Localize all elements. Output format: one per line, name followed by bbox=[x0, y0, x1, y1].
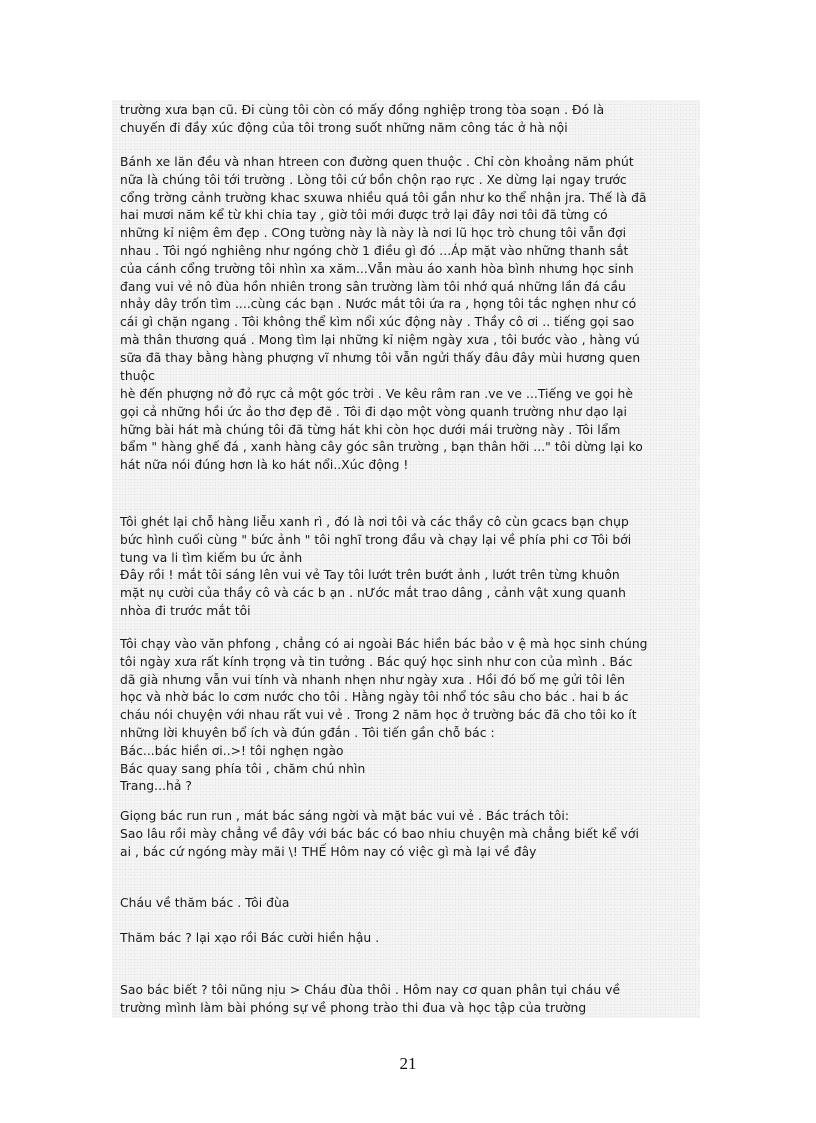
text-line: mà thân thương quá . Mong tìm lại những kỉ niệm ngày xưa , tôi bước vào , hàng vú bbox=[120, 332, 640, 347]
text-line: nhau . Tôi ngó nghiêng như ngóng chờ 1 điều gì đó ...Áp mặt vào những thanh sắt bbox=[120, 243, 629, 258]
text-line: thuộc bbox=[120, 368, 155, 383]
text-line: nhảy dây trốn tìm ....cùng các bạn . Nước mắt tôi ứa ra , họng tôi tắc nghẹn như có bbox=[120, 297, 637, 312]
text-line: Tôi chạy vào văn phfong , chẳng có ai ngoài Bác hiền bác bảo v ệ mà học sinh chúng bbox=[120, 637, 648, 651]
paragraph bbox=[120, 808, 700, 861]
paragraph bbox=[120, 514, 700, 621]
text-line: Thăm bác ? lại xạo rồi Bác cười hiền hậu . bbox=[120, 931, 380, 945]
text-line: Trang...hả ? bbox=[120, 779, 192, 794]
text-line: hững bài hát mà chúng tôi đã từng hát khi còn học dưới mái trường này . Tôi lẩm bbox=[120, 422, 621, 437]
text-line: dã già nhưng vẫn vui tính và nhanh nhẹn như ngày xưa . Hồi đó bố mẹ gửi tôi lên bbox=[120, 672, 625, 687]
text-line: Bác quay sang phía tôi , chăm chú nhìn bbox=[120, 761, 366, 776]
text-line: Sao lâu rồi mày chẳng về đây với bác bác có bao nhiu chuyện mà chẳng biết kể với bbox=[120, 826, 639, 841]
text-line: tôi ngày xưa rất kính trọng và tin tưởng . Bác quý học sinh như con của mình . Bác bbox=[120, 654, 633, 669]
text-line: hai mươi năm kể từ khi chia tay , giờ tôi mới được trở lại đây nơi tôi đã từng có bbox=[120, 208, 608, 223]
text-line: nữa là chúng tôi tới trường . Lòng tôi cứ bồn chộn rạo rực . Xe dừng lại ngay trước bbox=[120, 172, 627, 187]
paragraph bbox=[120, 102, 700, 138]
text-line: nhòa đi trước mắt tôi bbox=[120, 603, 251, 618]
text-line: Bác...bác hiền ơi..>! tôi nghẹn ngào bbox=[120, 743, 344, 758]
text-line: những lời khuyên bổ ích và đún gđắn . Tôi tiến gần chỗ bác : bbox=[120, 725, 495, 740]
text-line: Sao bác biết ? tôi nũng nịu > Cháu đùa thôi . Hôm nay cơ quan phân tụi cháu về bbox=[120, 983, 621, 997]
text-line: Cháu về thăm bác . Tôi đùa bbox=[120, 896, 290, 910]
text-line: ai , bác cứ ngóng mày mãi \! THẾ Hôm nay có việc gì mà lại về đây bbox=[120, 844, 537, 859]
paragraph bbox=[120, 930, 700, 948]
text-line: những kỉ niệm êm đẹp . COng tường này là này là nơi lũ học trò chung tôi vẫn đợi bbox=[120, 226, 627, 241]
text-line: cháu nói chuyện với nhau rất vui vẻ . Trong 2 năm học ở trường bác đã cho tôi ko ít bbox=[120, 708, 637, 723]
text-line: Giọng bác run run , mát bác sáng ngời và mặt bác vui vẻ . Bác trách tôi: bbox=[120, 809, 570, 823]
text-line: Bánh xe lăn đều và nhan htreen con đường quen thuộc . Chỉ còn khoảng năm phút bbox=[120, 155, 634, 169]
text-line: của cánh cổng trường tôi nhìn xa xăm...Vẫn màu áo xanh hòa bình nhưng học sinh bbox=[120, 261, 634, 276]
paragraph bbox=[120, 386, 700, 475]
page-number: 21 bbox=[399, 1054, 417, 1073]
paragraph bbox=[120, 636, 700, 796]
text-line: cổng trờng cảnh trường khac sxuwa nhiều quá tôi gần như ko thể nhận jra. Thế là đã bbox=[120, 190, 647, 205]
text-line: hát nữa nói đúng hơn là ko hát nổi..Xúc động ! bbox=[120, 458, 409, 473]
paragraph bbox=[120, 154, 700, 385]
text-line: gọi cả những hồi ức ảo thơ đẹp đẽ . Tôi đi dạo một vòng quanh trường như dạo lại bbox=[120, 404, 628, 419]
text-line: hè đến phượng nở đỏ rực cả một góc trời . Ve kêu râm ran .ve ve ...Tiếng ve gọi hè bbox=[120, 387, 634, 401]
paragraph bbox=[120, 895, 700, 913]
text-line: cái gì chặn ngang . Tôi không thể kìm nổi xúc động này . Thầy cô ơi .. tiếng gọi sao bbox=[120, 315, 635, 330]
text-line: Đây rồi ! mắt tôi sáng lên vui vẻ Tay tôi lướt trên bướt ảnh , lướt trên từng khuôn bbox=[120, 568, 620, 583]
text-line: trường xưa bạn cũ. Đi cùng tôi còn có mấy đồng nghiệp trong tòa soạn . Đó là bbox=[120, 103, 605, 117]
text-line: sữa đã thay bằng hàng phượng vĩ nhưng tôi vẫn ngửi thấy đâu đây mùi hương quen bbox=[120, 350, 641, 365]
text-line: mặt nụ cười của thầy cô và các b ạn . nƯớc mắt trao dâng , cảnh vật xung quanh bbox=[120, 586, 626, 601]
paragraph bbox=[120, 982, 700, 1018]
text-line: bẩm " hàng ghế đá , xanh hàng cây góc sân trường , bạn thân hỡi ..." tôi dừng lại ko bbox=[120, 440, 643, 455]
text-line: trường mình làm bài phóng sự về phong trào thi đua và học tập của trường bbox=[120, 1000, 587, 1015]
text-line: học và nhờ bác lo cơm nước cho tôi . Hằng ngày tôi nhổ tóc sâu cho bác . hai b ác bbox=[120, 690, 629, 705]
text-line: bức hình cuối cùng " bức ảnh " tôi nghĩ trong đầu và chạy lại về phía phi cơ Tôi bới bbox=[120, 532, 632, 547]
text-block bbox=[112, 100, 700, 1018]
text-line: Tôi ghét lại chỗ hàng liễu xanh rì , đó là nơi tôi và các thầy cô cùn gcacs bạn chụp bbox=[120, 515, 629, 529]
text-line: tung va li tìm kiếm bu ức ảnh bbox=[120, 550, 303, 565]
text-line: đang vui vẻ nô đùa hồn nhiên trong sân trường làm tôi nhớ quá những lần đá cầu bbox=[120, 279, 626, 294]
text-line: chuyến đi đầy xúc động của tôi trong suốt những năm công tác ở hà nội bbox=[120, 120, 568, 135]
